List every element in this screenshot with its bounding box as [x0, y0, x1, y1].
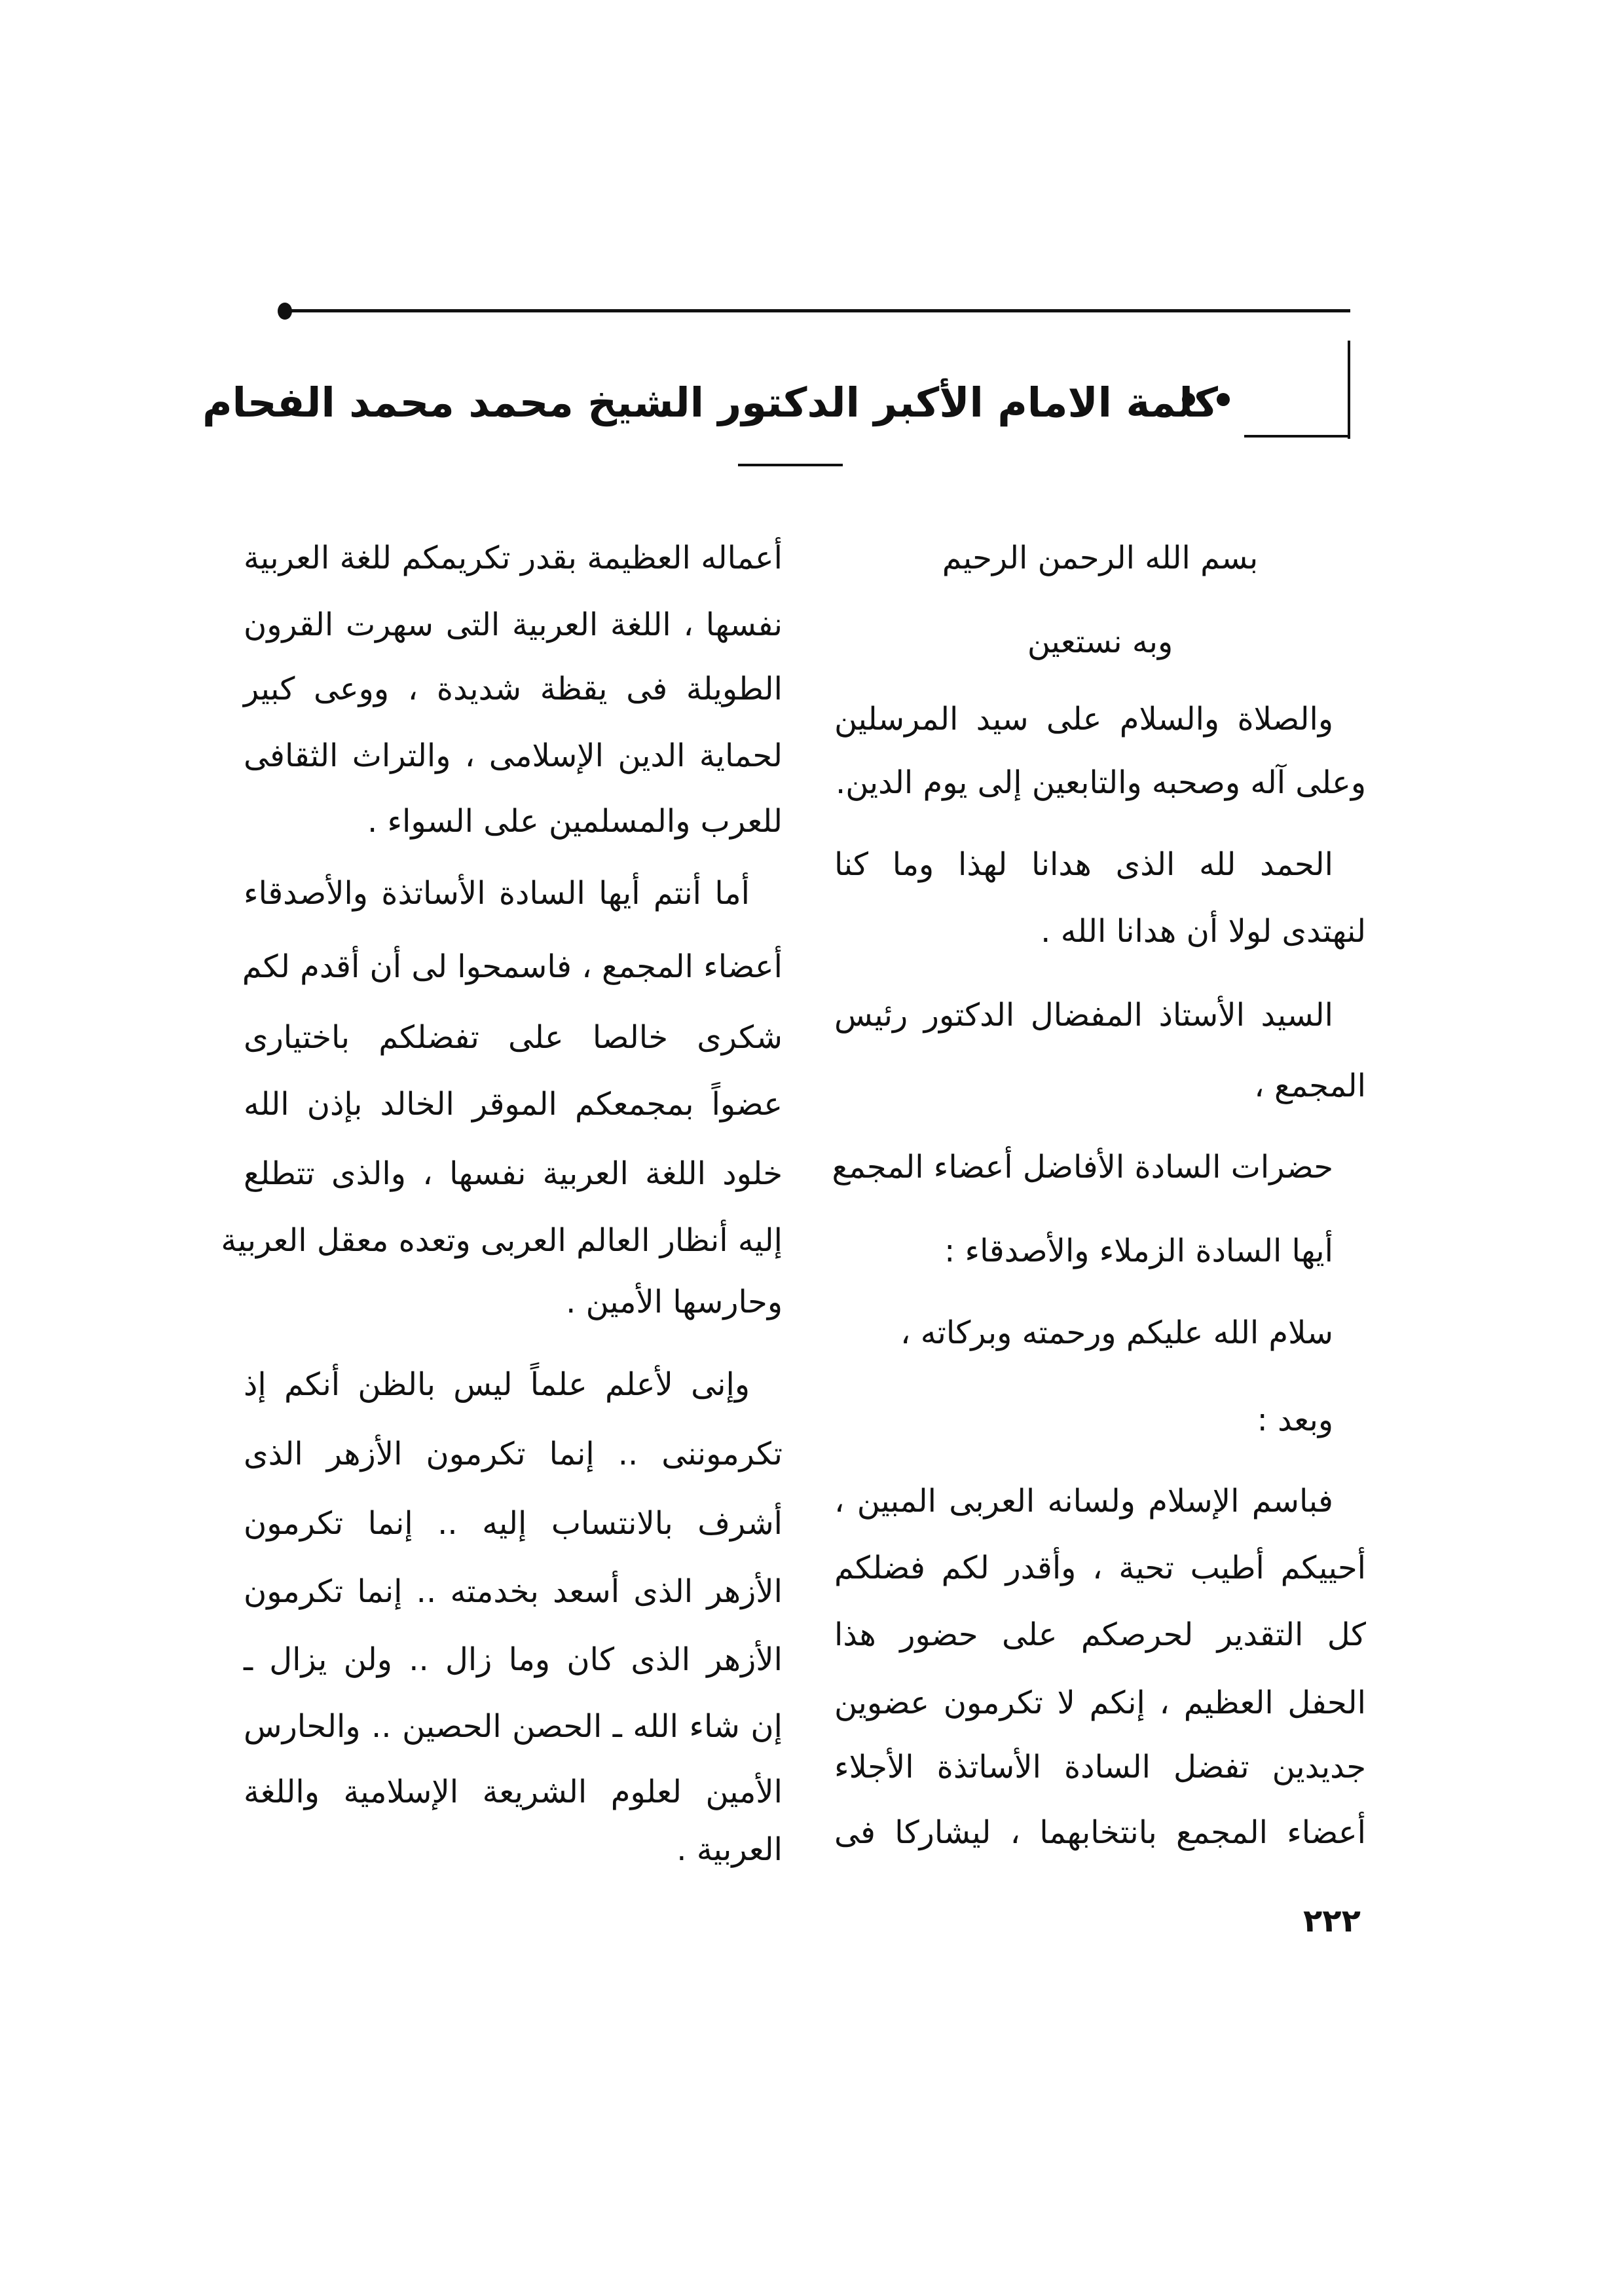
text-line: الحمد لله الذى هدانا لهذا وما كنا — [834, 846, 1333, 883]
text-line: أحييكم أطيب تحية ، وأقدر لكم فضلكم — [834, 1550, 1366, 1586]
text-line: للعرب والمسلمين على السواء . — [367, 803, 783, 840]
text-line: خلود اللغة العربية نفسها ، والذى تتطلع — [244, 1155, 783, 1192]
text-line: إن شاء الله ـ الحصن الحصين .. والحارس — [244, 1708, 783, 1745]
text-line: لنهتدى لولا أن هدانا الله . — [1041, 913, 1366, 950]
text-line: فباسم الإسلام ولسانه العربى المبين ، — [834, 1483, 1333, 1520]
basmala: بسم الله الرحمن الرحيم — [942, 540, 1259, 576]
text-line: وبه نستعين — [1027, 624, 1173, 660]
text-line: العربية . — [676, 1831, 783, 1868]
text-line: الحفل العظيم ، إنكم لا تكرمون عضوين — [834, 1685, 1366, 1721]
text-line: الأزهر الذى أسعد بخدمته .. إنما تكرمون — [244, 1573, 783, 1610]
text-line: جديدين تفضل السادة الأساتذة الأجلاء — [834, 1749, 1366, 1785]
text-line: والصلاة والسلام على سيد المرسلين — [834, 701, 1333, 737]
text-line: نفسها ، اللغة العربية التى سهرت القرون — [244, 606, 783, 643]
text-line: شكرى خالصا على تفضلكم باختيارى — [244, 1019, 783, 1056]
text-line: أشرف بالانتساب إليه .. إنما تكرمون — [244, 1505, 783, 1542]
text-line: كل التقدير لحرصكم على حضور هذا — [834, 1616, 1366, 1653]
text-line: أما أنتم أيها السادة الأساتذة والأصدقاء — [244, 875, 750, 912]
text-line: حضرات السادة الأفاضل أعضاء المجمع — [832, 1149, 1333, 1185]
page-title: كلمة الامام الأكبر الدكتور الشيخ محمد محمد الفحام — [202, 379, 1218, 426]
text-line: عضواً بمجمعكم الموقر الخالد بإذن الله — [244, 1086, 783, 1123]
text-line: الأمين لعلوم الشريعة الإسلامية واللغة — [244, 1774, 783, 1810]
text-line: وحارسها الأمين . — [566, 1284, 783, 1320]
text-line: السيد الأستاذ المفضال الدكتور رئيس — [834, 997, 1333, 1034]
text-line: أعضاء المجمع بانتخابهما ، ليشاركا فى — [834, 1814, 1366, 1851]
text-line: أعضاء المجمع ، فاسمحوا لى أن أقدم لكم — [242, 948, 783, 985]
page-number: ٢٢٢ — [1303, 1903, 1361, 1939]
text-line: وإنى لأعلم علماً ليس بالظن أنكم إذ — [244, 1366, 750, 1403]
left-column — [221, 0, 783, 2295]
text-line: أعماله العظيمة بقدر تكريمكم للغة العربية — [244, 540, 783, 576]
right-column — [834, 0, 1366, 2295]
text-line: الأزهر الذى كان وما زال .. ولن يزال ـ — [244, 1641, 783, 1678]
text-line: سلام الله عليكم ورحمته وبركاته ، — [900, 1315, 1333, 1351]
text-line: وعلى آله وصحبه والتابعين إلى يوم الدين. — [835, 764, 1366, 801]
text-line: وبعد : — [1257, 1402, 1333, 1438]
text-line: إليه أنظار العالم العربى وتعده معقل العربية — [221, 1222, 783, 1259]
text-line: الطويلة فى يقظة شديدة ، ووعى كبير — [244, 671, 783, 707]
text-line: تكرموننى .. إنما تكرمون الأزهر الذى — [244, 1436, 783, 1472]
text-line: المجمع ، — [1254, 1068, 1366, 1104]
text-line: أيها السادة الزملاء والأصدقاء : — [944, 1233, 1333, 1269]
text-line: لحماية الدين الإسلامى ، والتراث الثقافى — [244, 737, 783, 774]
